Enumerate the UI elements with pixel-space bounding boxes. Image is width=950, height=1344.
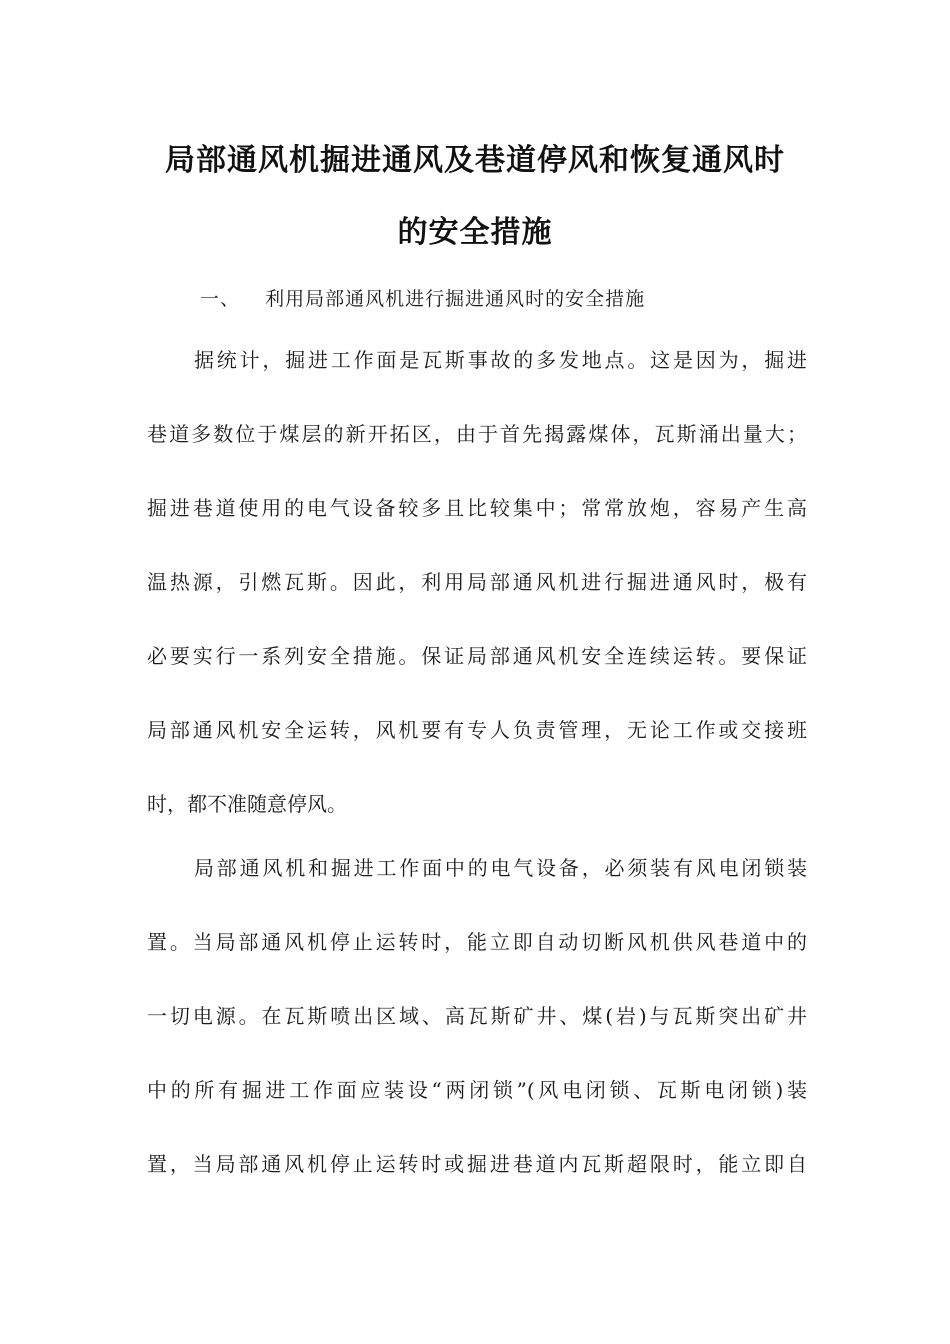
paragraph-line: 掘进巷道使用的电气设备较多且比较集中；常常放炮，容易产生高 [147, 496, 807, 520]
paragraph-line: 置。当局部通风机停止运转时，能立即自动切断风机供风巷道中的 [147, 930, 807, 954]
paragraph-line: 局部通风机和掘进工作面中的电气设备，必须装有风电闭锁装 [194, 856, 807, 880]
paragraph-line: 局部通风机安全运转，风机要有专人负责管理，无论工作或交接班 [147, 718, 807, 742]
paragraph-line: 巷道多数位于煤层的新开拓区，由于首先揭露煤体，瓦斯涌出量大； [147, 422, 807, 446]
paragraph-line: 必要实行一系列安全措施。保证局部通风机安全连续运转。要保证 [147, 644, 807, 668]
section-number: 一、 [200, 288, 241, 310]
section-heading [200, 284, 645, 311]
paragraph-line: 中的所有掘进工作面应装设“两闭锁”(风电闭锁、瓦斯电闭锁)装 [147, 1078, 807, 1102]
paragraph-line: 置，当局部通风机停止运转时或掘进巷道内瓦斯超限时，能立即自 [147, 1152, 807, 1176]
paragraph-line: 温热源，引燃瓦斯。因此，利用局部通风机进行掘进通风时，极有 [147, 570, 807, 594]
section-heading-text: 利用局部通风机进行掘进通风时的安全措施 [265, 288, 646, 310]
paragraph-line: 一切电源。在瓦斯喷出区域、高瓦斯矿井、煤(岩)与瓦斯突出矿井 [147, 1004, 807, 1028]
paragraph-line: 据统计，掘进工作面是瓦斯事故的多发地点。这是因为，掘进 [194, 348, 807, 372]
document-title-line-1: 局部通风机掘进通风及巷道停风和恢复通风时 [165, 143, 785, 178]
document-title-line-2: 的安全措施 [397, 215, 553, 250]
paragraph-line: 时，都不准随意停风。 [147, 792, 347, 816]
